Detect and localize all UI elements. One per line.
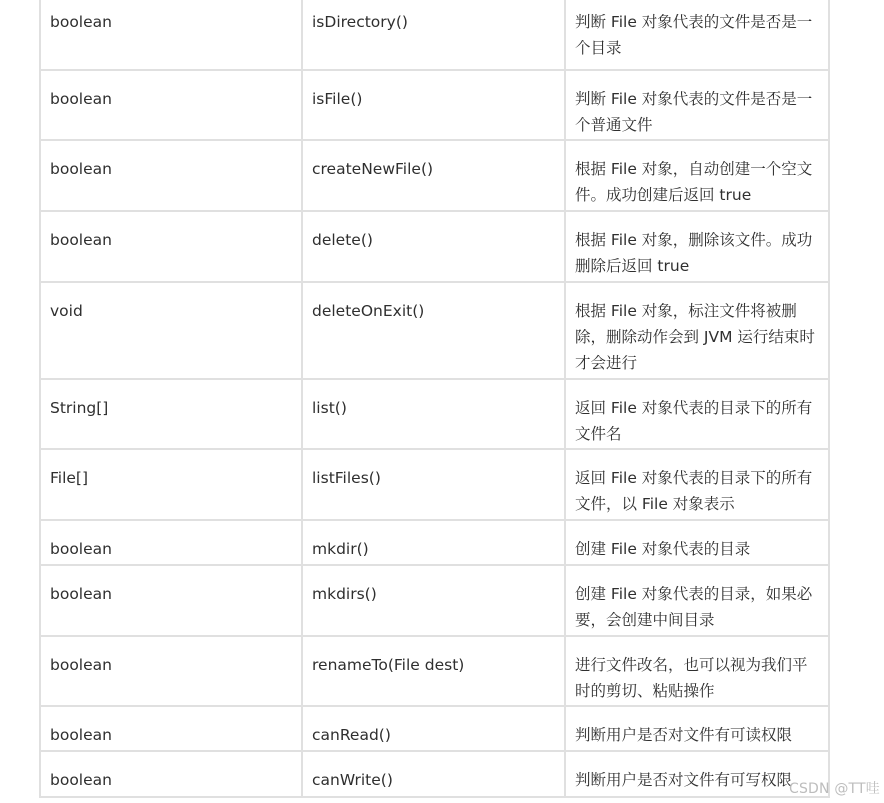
method-cell: list() <box>302 379 565 449</box>
method-cell: canRead() <box>302 706 565 751</box>
table-row <box>40 565 829 636</box>
table-row <box>40 0 829 70</box>
description-cell: 创建 File 对象代表的目录，如果必要，会创建中间目录 <box>565 565 829 636</box>
method-cell: deleteOnExit() <box>302 282 565 379</box>
table-row <box>40 379 829 449</box>
method-cell: mkdir() <box>302 520 565 565</box>
description-cell: 根据 File 对象，自动创建一个空文件。成功创建后返回 true <box>565 140 829 211</box>
table-row <box>40 449 829 520</box>
file-methods-table <box>39 0 830 798</box>
return-type-cell: boolean <box>40 140 302 211</box>
description-cell: 判断 File 对象代表的文件是否是一个普通文件 <box>565 70 829 140</box>
method-cell: listFiles() <box>302 449 565 520</box>
description-cell: 判断用户是否对文件有可读权限 <box>565 706 829 751</box>
description-cell: 返回 File 对象代表的目录下的所有文件，以 File 对象表示 <box>565 449 829 520</box>
table-row <box>40 751 829 797</box>
description-cell: 创建 File 对象代表的目录 <box>565 520 829 565</box>
table-row <box>40 282 829 379</box>
table-row <box>40 140 829 211</box>
table-body <box>40 0 829 797</box>
table-row <box>40 706 829 751</box>
return-type-cell: boolean <box>40 211 302 282</box>
method-cell: delete() <box>302 211 565 282</box>
api-table-container <box>39 0 828 798</box>
watermark: CSDN @TT哇 <box>788 781 880 797</box>
description-cell: 进行文件改名，也可以视为我们平时的剪切、粘贴操作 <box>565 636 829 706</box>
return-type-cell: boolean <box>40 0 302 70</box>
table-row <box>40 211 829 282</box>
method-cell: isFile() <box>302 70 565 140</box>
method-cell: isDirectory() <box>302 0 565 70</box>
return-type-cell: boolean <box>40 565 302 636</box>
description-cell: 返回 File 对象代表的目录下的所有文件名 <box>565 379 829 449</box>
table-row <box>40 636 829 706</box>
return-type-cell: boolean <box>40 70 302 140</box>
table-row <box>40 520 829 565</box>
method-cell: canWrite() <box>302 751 565 797</box>
description-cell: 判断 File 对象代表的文件是否是一个目录 <box>565 0 829 70</box>
method-cell: mkdirs() <box>302 565 565 636</box>
description-cell: 根据 File 对象，标注文件将被删除，删除动作会到 JVM 运行结束时才会进行 <box>565 282 829 379</box>
return-type-cell: boolean <box>40 520 302 565</box>
return-type-cell: String[] <box>40 379 302 449</box>
return-type-cell: boolean <box>40 751 302 797</box>
table-row <box>40 70 829 140</box>
method-cell: renameTo(File dest) <box>302 636 565 706</box>
description-cell: 根据 File 对象，删除该文件。成功删除后返回 true <box>565 211 829 282</box>
method-cell: createNewFile() <box>302 140 565 211</box>
return-type-cell: File[] <box>40 449 302 520</box>
return-type-cell: boolean <box>40 636 302 706</box>
description-cell: 判断用户是否对文件有可写权限 <box>565 751 829 797</box>
return-type-cell: boolean <box>40 706 302 751</box>
return-type-cell: void <box>40 282 302 379</box>
